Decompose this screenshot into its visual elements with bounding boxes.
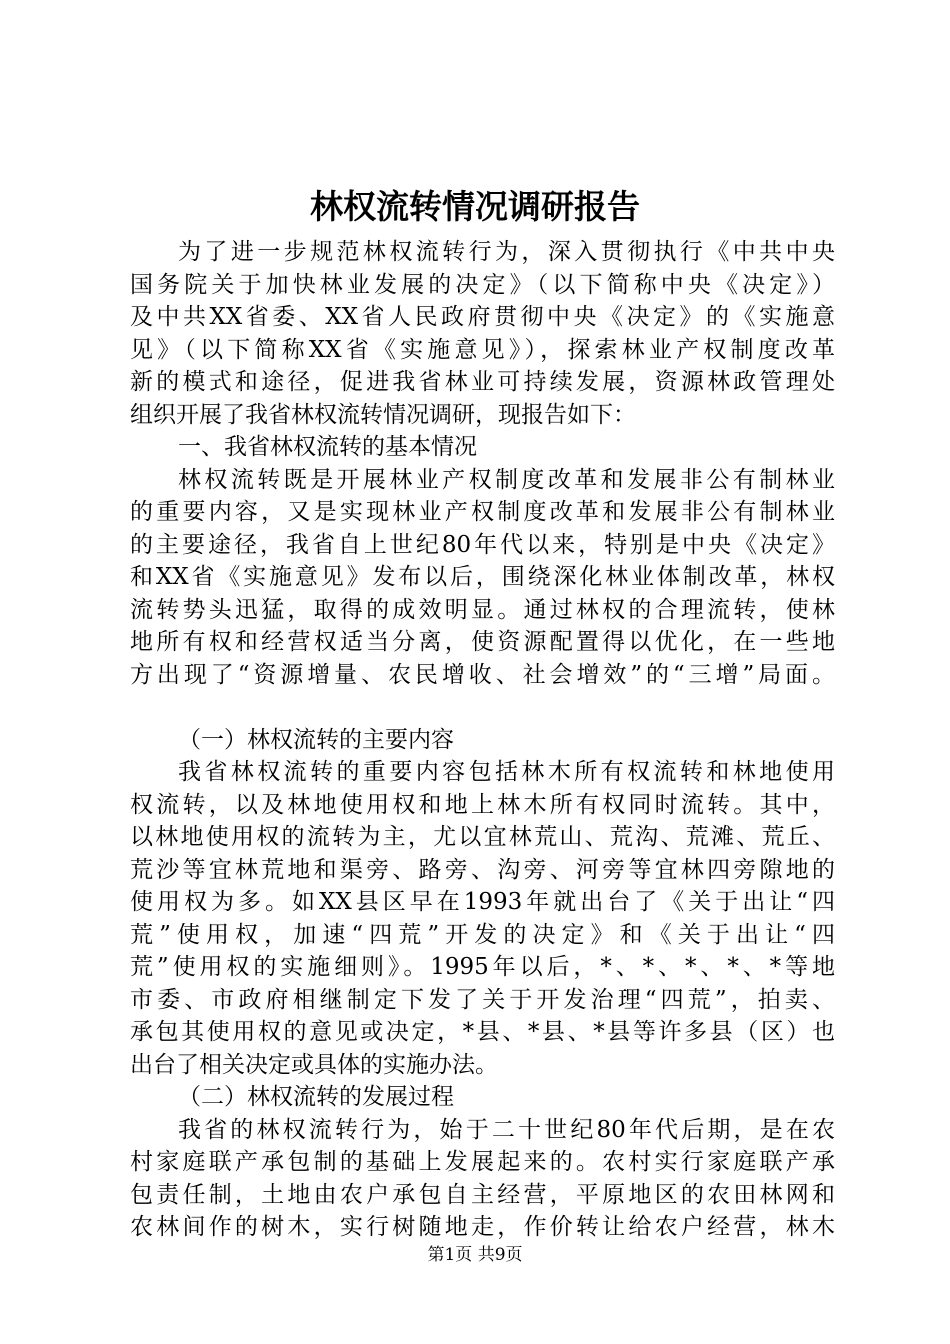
paragraph-line: 荒”使用权的实施细则》。1995年以后，*、*、*、*、*等地 <box>130 954 835 980</box>
paragraph-line: 农林间作的树木，实行树随地走，作价转让给农户经营，林木 <box>130 1214 835 1240</box>
subsection-heading: （二）林权流转的发展过程 <box>178 1084 454 1110</box>
paragraph-line: 的重要内容，又是实现林业产权制度改革和发展非公有制林业 <box>130 499 835 525</box>
paragraph-line: 我省林权流转的重要内容包括林木所有权流转和林地使用 <box>178 759 835 785</box>
paragraph-line: 国务院关于加快林业发展的决定》（以下简称中央《决定》） <box>130 271 835 298</box>
paragraph-line: 使用权为多。如XX县区早在1993年就出台了《关于出让“四 <box>130 889 835 915</box>
paragraph-line: 权流转，以及林地使用权和地上林木所有权同时流转。其中， <box>130 791 835 818</box>
paragraph-line: 林权流转既是开展林业产权制度改革和发展非公有制林业 <box>178 466 835 493</box>
document-body <box>130 236 835 1244</box>
paragraph-line: 市委、市政府相继制定下发了关于开发治理“四荒”，拍卖、 <box>130 986 835 1013</box>
subsection-heading: （一）林权流转的主要内容 <box>178 726 454 753</box>
paragraph-line: 荒”使用权，加速“四荒”开发的决定》和《关于出让“四 <box>130 921 835 948</box>
paragraph-line: 流转势头迅猛，取得的成效明显。通过林权的合理流转，使林 <box>130 596 835 623</box>
paragraph-line: 及中共XX省委、XX省人民政府贯彻中央《决定》的《实施意 <box>130 304 835 330</box>
paragraph-line: 为了进一步规范林权流转行为，深入贯彻执行《中共中央 <box>178 239 835 265</box>
section-heading: 一、我省林权流转的基本情况 <box>178 434 477 460</box>
paragraph-line: 包责任制，土地由农户承包自主经营，平原地区的农田林网和 <box>130 1181 835 1208</box>
paragraph-line: 新的模式和途径，促进我省林业可持续发展，资源林政管理处 <box>130 369 835 395</box>
paragraph-line: 出台了相关决定或具体的实施办法。 <box>130 1051 498 1078</box>
paragraph-line: 承包其使用权的意见或决定，*县、*县、*县等许多县（区）也 <box>130 1019 835 1045</box>
paragraph-line: 我省的林权流转行为，始于二十世纪80年代后期，是在农 <box>178 1116 835 1143</box>
blank-line <box>130 691 835 724</box>
paragraph-line: 见》（以下简称XX省《实施意见》），探索林业产权制度改革 <box>130 336 835 363</box>
page-footer: 第1页 共9页 <box>427 1245 523 1265</box>
paragraph-line: 以林地使用权的流转为主，尤以宜林荒山、荒沟、荒滩、荒丘、 <box>130 824 835 850</box>
paragraph-line: 的主要途径，我省自上世纪80年代以来，特别是中央《决定》 <box>130 531 835 558</box>
paragraph-line: 村家庭联产承包制的基础上发展起来的。农村实行家庭联产承 <box>130 1149 835 1175</box>
document-title: 林权流转情况调研报告 <box>310 187 640 226</box>
paragraph-line: 方出现了“资源增量、农民增收、社会增效”的“三增”局面。 <box>130 661 835 688</box>
paragraph-line: 地所有权和经营权适当分离，使资源配置得以优化，在一些地 <box>130 629 835 655</box>
paragraph-line: 荒沙等宜林荒地和渠旁、路旁、沟旁、河旁等宜林四旁隙地的 <box>130 856 835 883</box>
paragraph-line: 和XX省《实施意见》发布以后，围绕深化林业体制改革，林权 <box>130 564 835 590</box>
paragraph-line: 组织开展了我省林权流转情况调研，现报告如下： <box>130 401 636 428</box>
